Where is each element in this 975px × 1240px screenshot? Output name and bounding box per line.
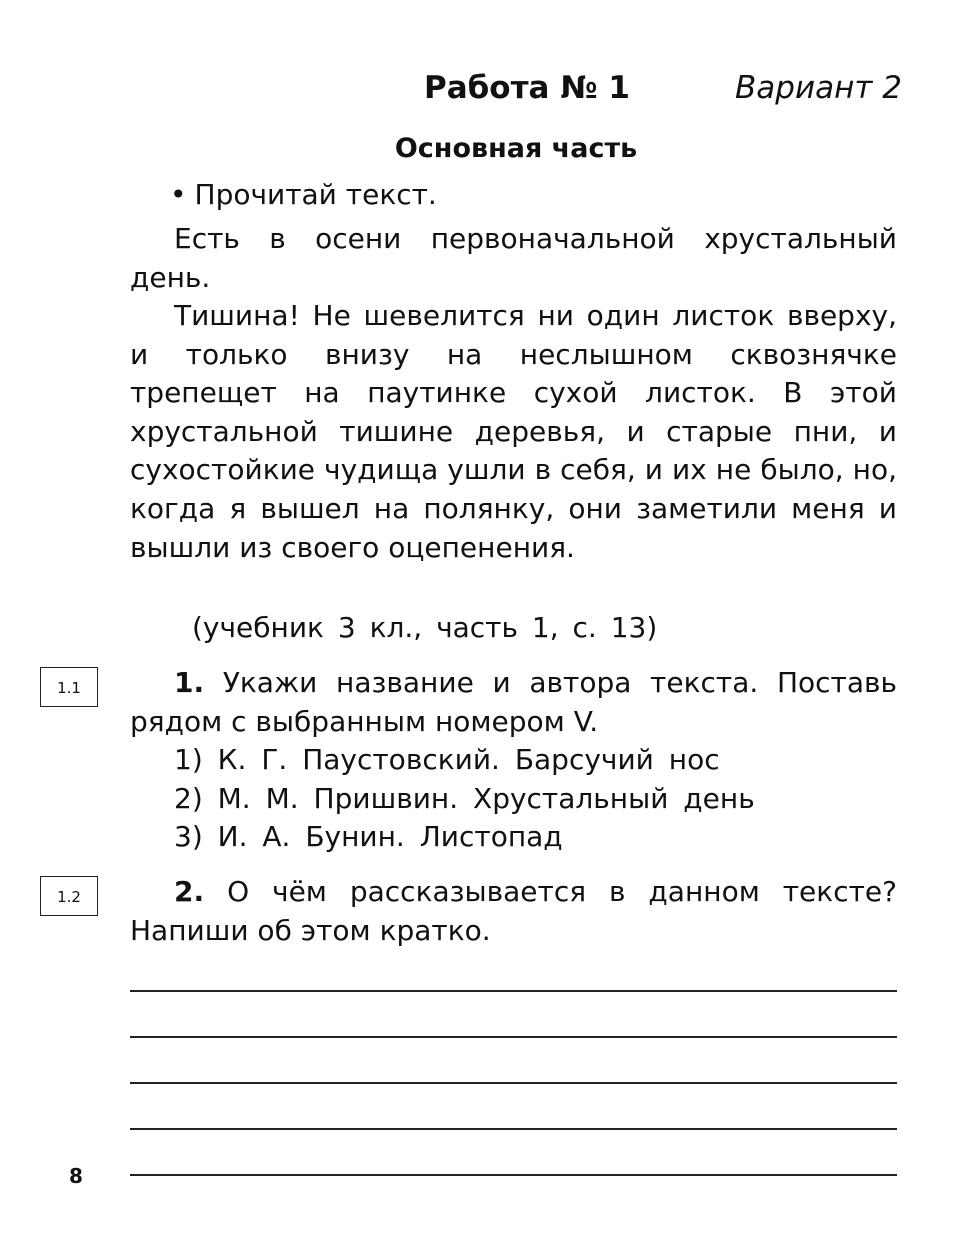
instruction-text: Прочитай текст.: [194, 178, 437, 211]
text-paragraph-2: Тишина! Не шевелится ни один листок вверху, и только внизу на неслышном сквознячке трепещет на паутинке сухой листок. В этой хрустальной тишине деревья, и старые пни, и сухостойкие чудища ушли в себя, и их не было, но, когда я вышел на полянку, они заметили меня и вышли из своего оцепенения.: [130, 299, 897, 564]
answer-line-1[interactable]: [130, 990, 897, 992]
question-1: [130, 664, 897, 741]
instruction: [130, 176, 897, 215]
page-number: 8: [69, 1164, 83, 1188]
question-2-text: О чём рассказывается в данном тексте? Напиши об этом кратко.: [130, 875, 897, 947]
option-2[interactable]: 2) М. М. Пришвин. Хрустальный день: [174, 781, 755, 815]
option-3[interactable]: 3) И. А. Бунин. Листопад: [174, 820, 563, 854]
header-variant: Вариант 2: [735, 70, 902, 106]
question-1-options: [174, 741, 755, 857]
bullet-icon: •: [170, 178, 187, 211]
option-1[interactable]: 1) К. Г. Паустовский. Барсучий нос: [174, 743, 720, 776]
answer-line-5[interactable]: [130, 1174, 897, 1176]
answer-line-3[interactable]: [130, 1082, 897, 1084]
question-1-score-box: 1.1: [40, 667, 98, 707]
question-2-number: 2.: [174, 875, 205, 908]
answer-line-2[interactable]: [130, 1036, 897, 1038]
question-1-text: Укажи название и автора текста. Поставь рядом с выбранным номером V.: [130, 666, 898, 738]
text-source: (учебник 3 кл., часть 1, с. 13): [192, 611, 658, 644]
question-1-number: 1.: [174, 666, 205, 699]
question-2-score-box: 1.2: [40, 876, 98, 916]
header-title: Работа № 1: [424, 70, 630, 106]
answer-line-4[interactable]: [130, 1128, 897, 1130]
question-2: [130, 873, 897, 950]
text-paragraph-1: Есть в осени первоначальной хрустальный день.: [130, 222, 897, 294]
section-title: Основная часть: [394, 133, 638, 164]
